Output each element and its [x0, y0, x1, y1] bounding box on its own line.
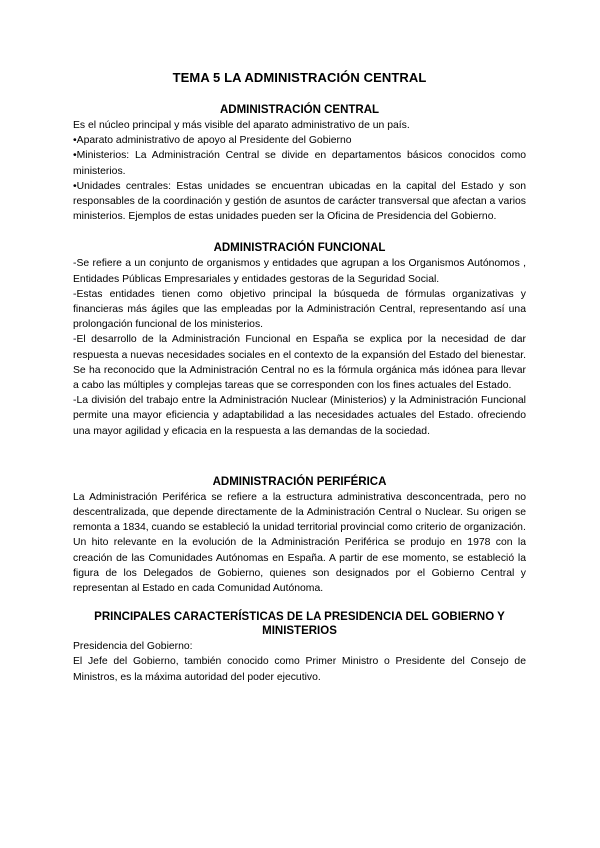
bullet-paragraph: •Aparato administrativo de apoyo al Presidente del Gobierno	[73, 135, 352, 147]
paragraph: El Jefe del Gobierno, también conocido como Primer Ministro o Presidente del Consejo de Ministros, es la máxima autoridad del poder ejecutivo.	[73, 656, 526, 683]
section-administracion-periferica	[73, 475, 526, 596]
paragraph: -La división del trabajo entre la Administración Nuclear (Ministerios) y la Administración Funcional permite una mayor eficiencia y adaptabilidad a las necesidades actuales del Estado. ofreciendo una mayor agilidad y eficacia en la respuesta a las demandas de la sociedad.	[73, 395, 526, 437]
bullet-paragraph: •Ministerios: La Administración Central se divide en departamentos básicos conocidos como ministerios.	[73, 150, 526, 177]
section-presidencia-ministerios	[73, 610, 526, 685]
bullet-paragraph: •Unidades centrales: Estas unidades se encuentran ubicadas en la capital del Estado y son responsables de la coordinación y gestión de asuntos de carácter transversal que afectan a varios ministerios. Ejemplos de estas unidades pueden ser la Oficina de Presidencia del Gobierno.	[73, 180, 526, 223]
paragraph: Un hito relevante en la evolución de la Administración Periférica se produjo en 1978 con la creación de las Comunidades Autónomas en España. A partir de ese momento, se estableció la figura de los Delegados de Gobierno, quienes son designados por el Gobierno Central y representan al Estado en cada Comunidad Autónoma.	[73, 537, 526, 595]
document-page	[73, 70, 526, 685]
section-heading: ADMINISTRACIÓN FUNCIONAL	[213, 242, 386, 255]
section-heading: PRINCIPALES CARACTERÍSTICAS DE LA PRESIDENCIA DEL GOBIERNO Y MINISTERIOS	[94, 611, 505, 638]
document-title: TEMA 5 LA ADMINISTRACIÓN CENTRAL	[172, 70, 427, 85]
section-administracion-central	[73, 103, 526, 224]
paragraph: -El desarrollo de la Administración Funcional en España se explica por la necesidad de dar respuesta a nuevas necesidades sociales en el contexto de la expansión del Estado del bienestar. Se ha reconocido que la Administración Central no es la fórmula orgánica más idónea para llevar a cabo las múltiples y complejas tareas que se corresponden con los fines actuales del Estado.	[73, 334, 526, 392]
paragraph: Presidencia del Gobierno:	[73, 641, 193, 653]
section-administracion-funcional	[73, 241, 526, 438]
paragraph: -Se refiere a un conjunto de organismos y entidades que agrupan a los Organismos Autónomos , Entidades Públicas Empresariales y entidades gestoras de la Seguridad Social.	[73, 258, 526, 285]
section-heading: ADMINISTRACIÓN PERIFÉRICA	[212, 475, 387, 488]
paragraph: Es el núcleo principal y más visible del aparato administrativo de un país.	[73, 120, 410, 131]
paragraph: -Estas entidades tienen como objetivo principal la búsqueda de fórmulas organizativas y financieras más ágiles que las empleadas por la Administración Central, representando así una prolongación funcional de los ministerios.	[73, 288, 526, 331]
paragraph: La Administración Periférica se refiere a la estructura administrativa desconcentrada, pero no descentralizada, que depende directamente de la Administración Central o Nuclear. Su origen se remonta a 1834, cuando se estableció la unidad territorial provincial como criterio de organización.	[73, 491, 526, 534]
section-heading: ADMINISTRACIÓN CENTRAL	[219, 104, 380, 116]
